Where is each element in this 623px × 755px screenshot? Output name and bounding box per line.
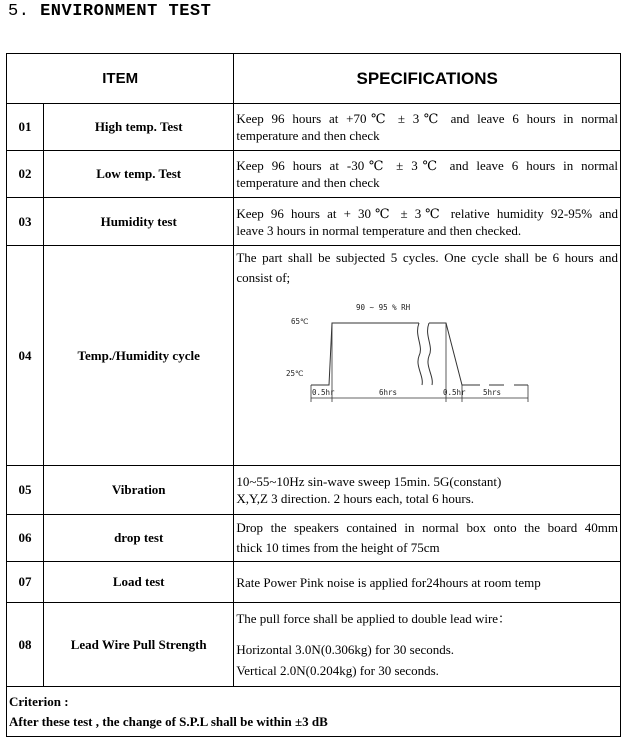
table-row xyxy=(7,603,621,687)
row-number: 08 xyxy=(7,603,44,687)
seg-label: 0.5hr xyxy=(312,388,335,397)
row-spec xyxy=(234,104,621,151)
spec-line: thick 10 times from the height of 75cm xyxy=(236,540,440,555)
table-row xyxy=(7,246,621,466)
temp-humidity-cycle-diagram xyxy=(286,304,586,414)
cycle-curve xyxy=(429,323,480,385)
row-number: 01 xyxy=(7,104,44,151)
spec-line: temperature and then check xyxy=(236,175,380,190)
header-specifications: SPECIFICATIONS xyxy=(234,54,621,104)
section-heading xyxy=(8,2,211,21)
spec-line: Vertical 2.0N(0.204kg) for 30 seconds. xyxy=(236,663,439,678)
table-row xyxy=(7,562,621,603)
spec-line: The part shall be subjected 5 cycles. One cycle shall be 6 hours and xyxy=(236,250,618,265)
row-item: Load test xyxy=(44,562,234,603)
row-spec: Rate Power Pink noise is applied for24hours at room temp xyxy=(234,562,621,603)
row-spec xyxy=(234,603,621,687)
section-number: 5. xyxy=(8,2,30,21)
rh-label: 90 ~ 95 % RH xyxy=(356,304,411,312)
spec-line: X,Y,Z 3 direction. 2 hours each, total 6 hours. xyxy=(236,491,475,506)
cycle-break xyxy=(418,323,423,385)
section-title: ENVIRONMENT TEST xyxy=(40,2,212,21)
spec-line: Keep 96 hours at + 30℃ ± 3℃ relative humidity 92-95% and xyxy=(236,205,618,221)
row-item: Low temp. Test xyxy=(44,151,234,198)
row-item: Temp./Humidity cycle xyxy=(44,246,234,466)
table-row xyxy=(7,466,621,515)
row-item: drop test xyxy=(44,515,234,562)
row-spec xyxy=(234,515,621,562)
cycle-curve xyxy=(311,323,419,385)
row-number: 03 xyxy=(7,198,44,246)
seg-label: 6hrs xyxy=(379,388,398,397)
row-item: Lead Wire Pull Strength xyxy=(44,603,234,687)
table-row xyxy=(7,151,621,198)
row-item: High temp. Test xyxy=(44,104,234,151)
criterion-label: Criterion : xyxy=(9,693,69,709)
row-number: 06 xyxy=(7,515,44,562)
criterion-text: After these test , the change of S.P.L shall be within ±3 dB xyxy=(9,713,328,729)
spec-line: Drop the speakers contained in normal box onto the board 40mm xyxy=(236,520,618,535)
table-row xyxy=(7,198,621,246)
spec-line: Horizontal 3.0N(0.306kg) for 30 seconds. xyxy=(236,642,455,657)
temp-low-label: 25℃ xyxy=(286,369,304,378)
criterion-row xyxy=(7,687,621,737)
row-spec xyxy=(234,246,621,466)
spec-line: Keep 96 hours at +70℃ ± 3℃ and leave 6 hours in normal xyxy=(236,111,618,126)
row-spec xyxy=(234,151,621,198)
table-row xyxy=(7,515,621,562)
table-row xyxy=(7,104,621,151)
criterion xyxy=(7,687,621,737)
spec-line: Keep 96 hours at -30℃ ± 3℃ and leave 6 hours in normal xyxy=(236,158,618,173)
cycle-spec xyxy=(236,246,618,462)
spec-line: temperature and then check xyxy=(236,128,380,143)
row-spec xyxy=(234,466,621,515)
spec-line: 10~55~10Hz sin-wave sweep 15min. 5G(constant) xyxy=(236,474,502,489)
row-number: 02 xyxy=(7,151,44,198)
environment-test-table xyxy=(6,53,621,737)
row-number: 07 xyxy=(7,562,44,603)
spec-line: leave 3 hours in normal temperature and then checked. xyxy=(236,222,522,238)
header-item: ITEM xyxy=(7,54,234,104)
table-header-row xyxy=(7,54,621,104)
spec-line: consist of; xyxy=(236,270,291,285)
row-number: 04 xyxy=(7,246,44,466)
row-item: Humidity test xyxy=(44,198,234,246)
row-spec xyxy=(234,198,621,246)
spec-line: The pull force shall be applied to double lead wire： xyxy=(236,611,512,626)
row-number: 05 xyxy=(7,466,44,515)
temp-high-label: 65℃ xyxy=(291,317,309,326)
seg-label: 0.5hr xyxy=(443,388,466,397)
row-item: Vibration xyxy=(44,466,234,515)
cycle-break xyxy=(428,323,433,385)
seg-label: 5hrs xyxy=(483,388,502,397)
